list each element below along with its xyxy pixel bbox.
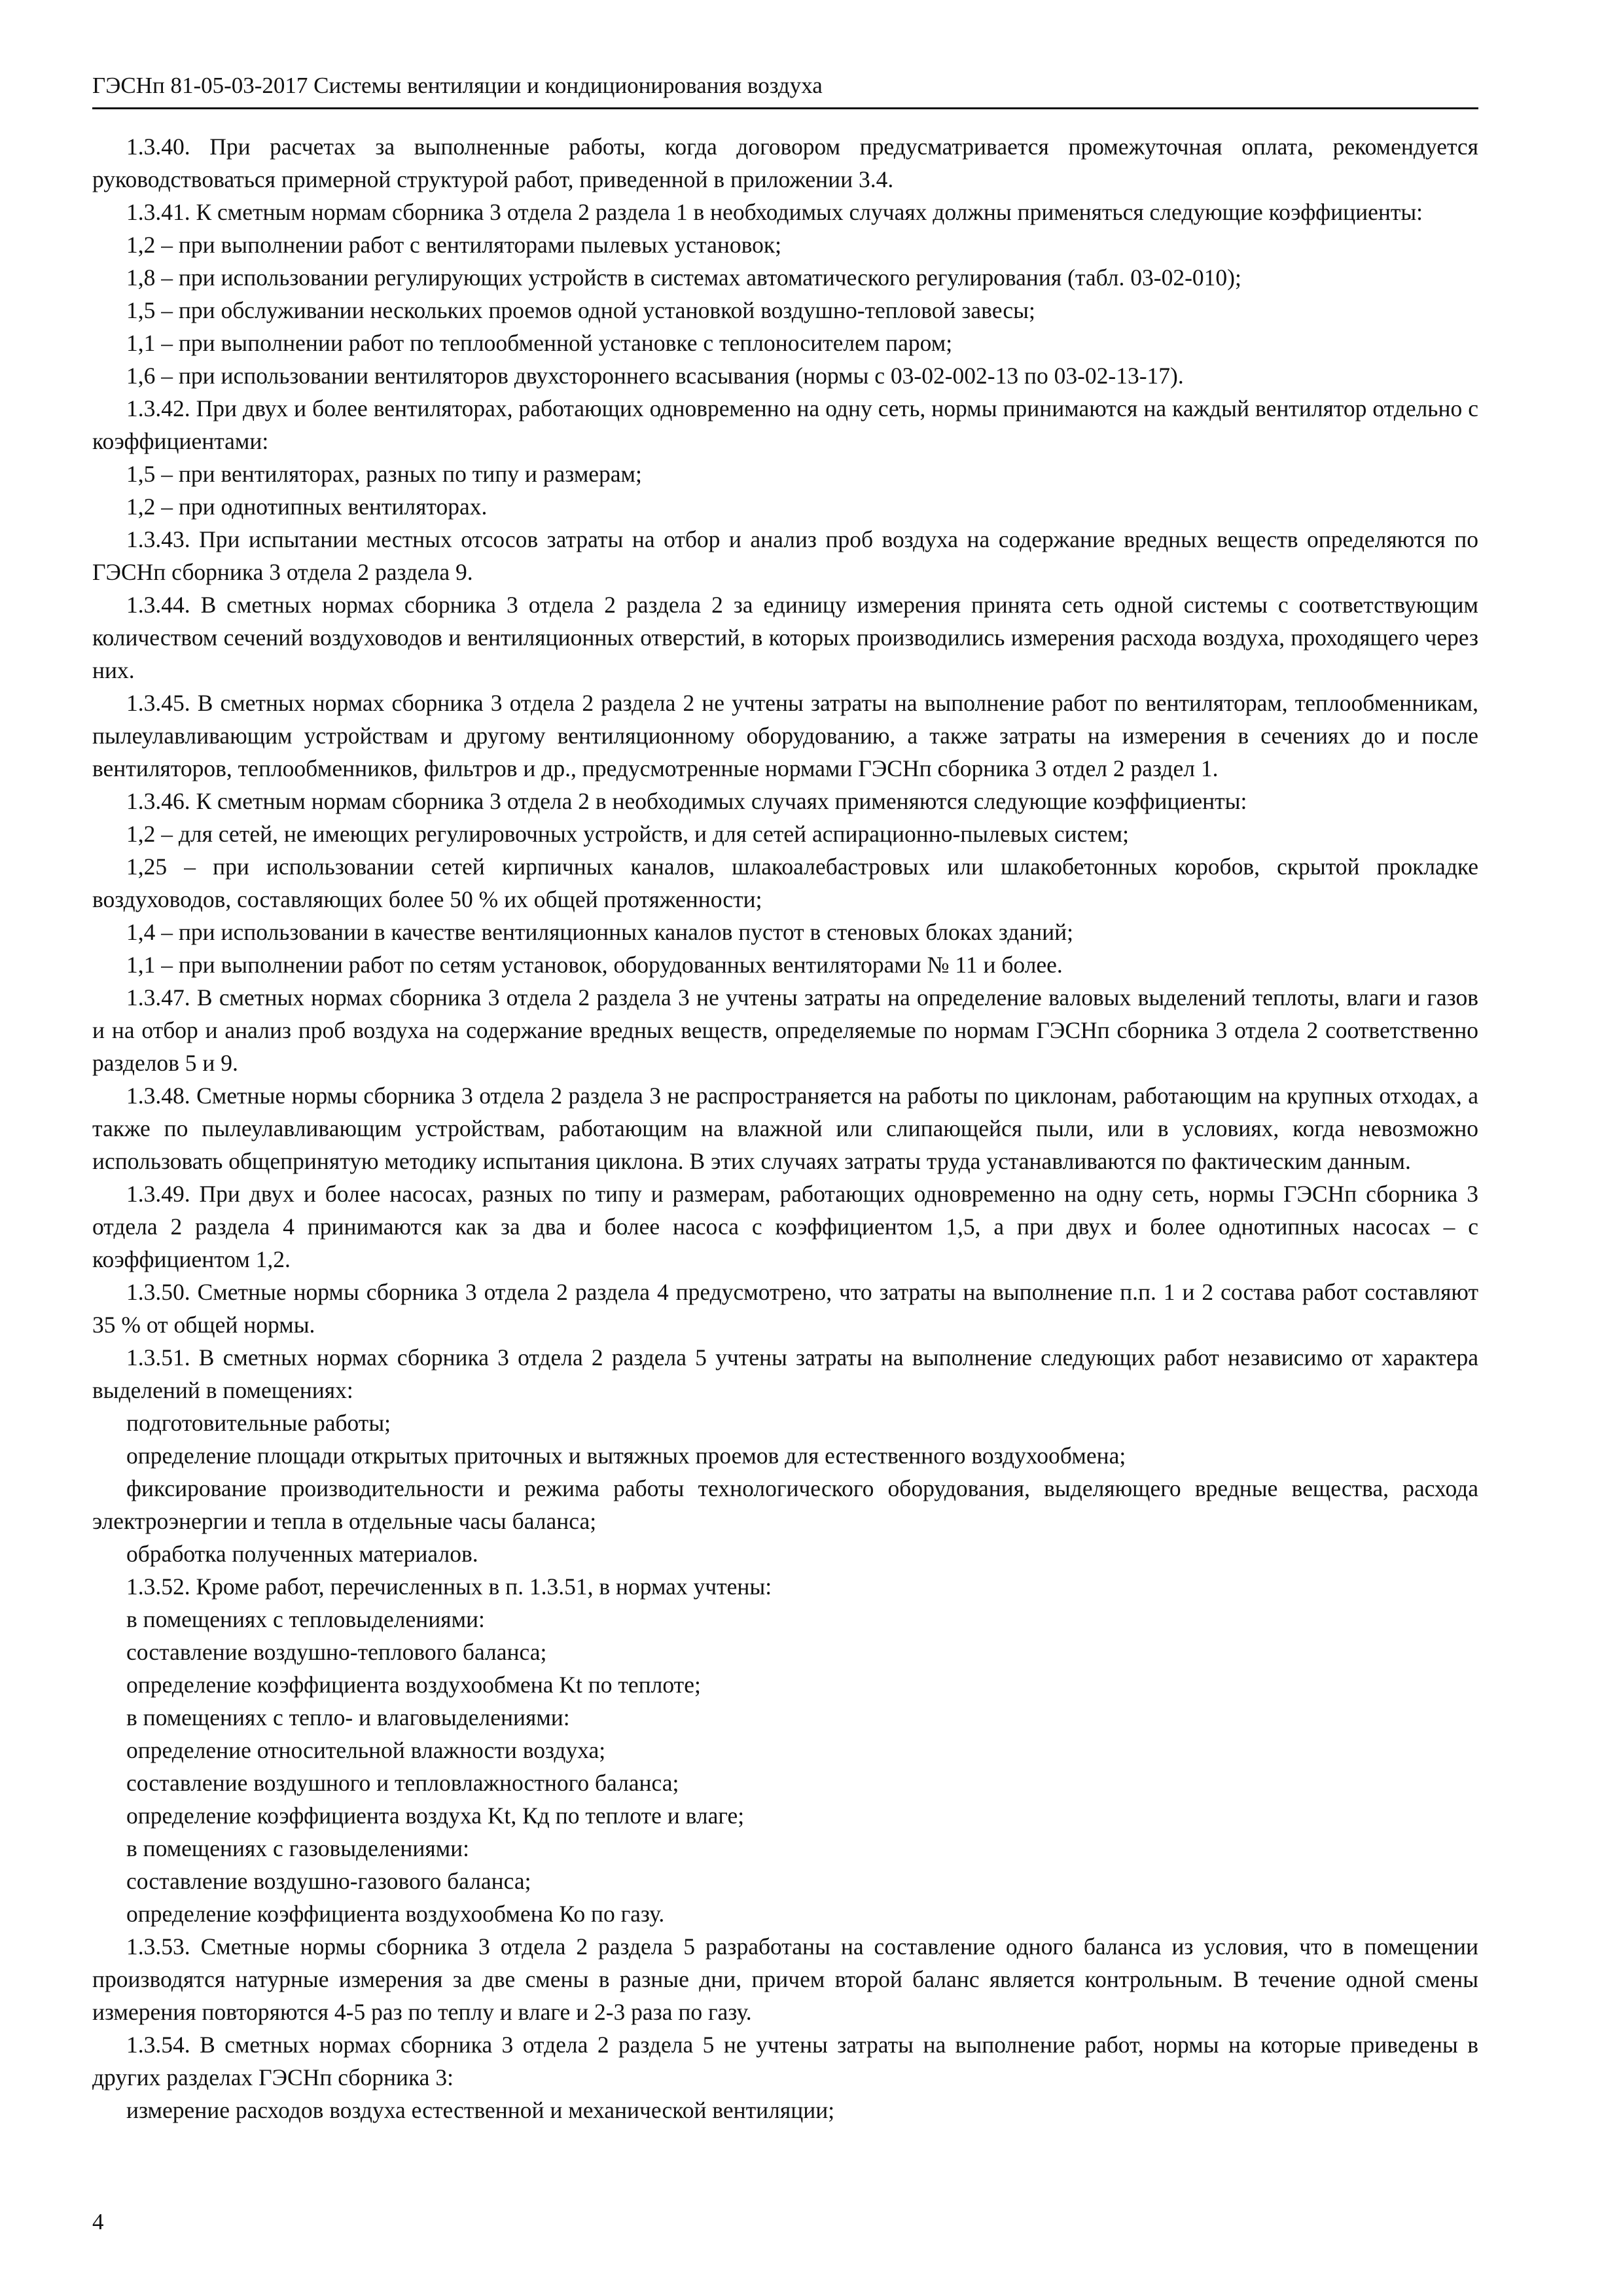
paragraph: 1.3.54. В сметных нормах сборника 3 отдела 2 раздела 5 не учтены затраты на выполнение работ, нормы на которые приведены в других разделах ГЭСНп сборника 3: <box>92 2032 1478 2090</box>
list-item: в помещениях с тепло- и влаговыделениями: <box>126 1704 570 1731</box>
paragraph: 1.3.53. Сметные нормы сборника 3 отдела 2 раздела 5 разработаны на составление одного баланса из условия, что в помещении производятся натурные измерения за две смены в разные дни, причем второй баланс является контрольным. В течение одной смены измерения повторяются 4-5 раз по теплу и влаге и 2-3 раза по газу. <box>92 1933 1478 2025</box>
list-item: составление воздушно-теплового баланса; <box>126 1639 547 1665</box>
list-item: в помещениях с газовыделениями: <box>126 1835 470 1861</box>
list-item: подготовительные работы; <box>126 1410 391 1436</box>
list-item: 1,2 – для сетей, не имеющих регулировочных устройств, и для сетей аспирационно-пылевых систем; <box>126 821 1129 847</box>
list-item: 1,1 – при выполнении работ по теплообменной установке с теплоносителем паром; <box>126 330 953 356</box>
paragraph: 1.3.44. В сметных нормах сборника 3 отдела 2 раздела 2 за единицу измерения принята сеть одной системы с соответствующим количеством сечений воздуховодов и вентиляционных отверстий, в которых производились измерения расхода воздуха, проходящего через них. <box>92 592 1478 683</box>
list-item: 1,1 – при выполнении работ по сетям установок, оборудованных вентиляторами № 11 и более. <box>126 952 1063 978</box>
list-item: составление воздушного и тепловлажностного баланса; <box>126 1770 679 1796</box>
list-item: 1,2 – при однотипных вентиляторах. <box>126 493 488 520</box>
list-item: в помещениях с тепловыделениями: <box>126 1606 485 1632</box>
list-item: определение коэффициента воздуха Kt, Кд по теплоте и влаге; <box>126 1803 745 1829</box>
document-body <box>92 130 1478 2126</box>
list-item: 1,8 – при использовании регулирующих устройств в системах автоматического регулирования (табл. 03-02-010); <box>126 264 1241 291</box>
list-item: обработка полученных материалов. <box>126 1541 478 1567</box>
list-item: фиксирование производительности и режима работы технологического оборудования, выделяющего вредные вещества, расхода электроэнергии и тепла в отдельные часы баланса; <box>92 1475 1478 1534</box>
paragraph: 1.3.51. В сметных нормах сборника 3 отдела 2 раздела 5 учтены затраты на выполнение следующих работ независимо от характера выделений в помещениях: <box>92 1344 1478 1403</box>
paragraph: 1.3.49. При двух и более насосах, разных по типу и размерам, работающих одновременно на одну сеть, нормы ГЭСНп сборника 3 отдела 2 раздела 4 принимаются как за два и более насоса с коэффициентом 1,5, а при двух и более однотипных насосах – с коэффициентом 1,2. <box>92 1181 1478 1272</box>
running-header: ГЭСНп 81-05-03-2017 Системы вентиляции и кондиционирования воздуха <box>92 73 823 98</box>
header-rule <box>92 107 1478 109</box>
paragraph: 1.3.43. При испытании местных отсосов затраты на отбор и анализ проб воздуха на содержание вредных веществ определяются по ГЭСНп сборника 3 отдела 2 раздела 9. <box>92 526 1478 585</box>
list-item: определение коэффициента воздухообмена Ко по газу. <box>126 1901 665 1927</box>
paragraph: 1.3.40. При расчетах за выполненные работы, когда договором предусматривается промежуточная оплата, рекомендуется руководствоваться примерной структурой работ, приведенной в приложении 3.4. <box>92 134 1478 192</box>
list-item: 1,5 – при вентиляторах, разных по типу и размерам; <box>126 461 642 487</box>
paragraph: 1.3.48. Сметные нормы сборника 3 отдела 2 раздела 3 не распространяется на работы по циклонам, работающим на крупных отходах, а также по пылеулавливающим устройствам, работающим на влажной или слипающейся пыли, или в условиях, когда невозможно использовать общепринятую методику испытания циклона. В этих случаях затраты труда устанавливаются по фактическим данным. <box>92 1083 1478 1174</box>
list-item: 1,25 – при использовании сетей кирпичных каналов, шлакоалебастровых или шлакобетонных коробов, скрытой прокладке воздуховодов, составляющих более 50 % их общей протяженности; <box>92 853 1478 912</box>
list-item: определение площади открытых приточных и вытяжных проемов для естественного воздухообмена; <box>126 1443 1126 1469</box>
paragraph: 1.3.42. При двух и более вентиляторах, работающих одновременно на одну сеть, нормы принимаются на каждый вентилятор отдельно с коэффициентами: <box>92 395 1478 454</box>
list-item: 1,6 – при использовании вентиляторов двухстороннего всасывания (нормы с 03-02-002-13 по 03-02-13-17). <box>126 363 1184 389</box>
paragraph: 1.3.45. В сметных нормах сборника 3 отдела 2 раздела 2 не учтены затраты на выполнение работ по вентиляторам, теплообменникам, пылеулавливающим устройствам и другому вентиляционному оборудованию, а также затраты на измерения в сечениях до и после вентиляторов, теплообменников, фильтров и др., предусмотренные нормами ГЭСНп сборника 3 отдел 2 раздел 1. <box>92 690 1478 781</box>
list-item: составление воздушно-газового баланса; <box>126 1868 531 1894</box>
list-item: 1,2 – при выполнении работ с вентиляторами пылевых установок; <box>126 232 782 258</box>
paragraph: 1.3.50. Сметные нормы сборника 3 отдела 2 раздела 4 предусмотрено, что затраты на выполнение п.п. 1 и 2 состава работ составляют 35 % от общей нормы. <box>92 1279 1478 1338</box>
list-item: 1,5 – при обслуживании нескольких проемов одной установкой воздушно-тепловой завесы; <box>126 297 1035 323</box>
page-number: 4 <box>92 2209 104 2234</box>
list-item: определение относительной влажности воздуха; <box>126 1737 606 1763</box>
list-item: измерение расходов воздуха естественной и механической вентиляции; <box>126 2097 835 2123</box>
list-item: определение коэффициента воздухообмена Kt по теплоте; <box>126 1672 701 1698</box>
paragraph: 1.3.41. К сметным нормам сборника 3 отдела 2 раздела 1 в необходимых случаях должны применяться следующие коэффициенты: <box>126 199 1423 225</box>
paragraph: 1.3.52. Кроме работ, перечисленных в п. 1.3.51, в нормах учтены: <box>126 1573 772 1600</box>
paragraph: 1.3.47. В сметных нормах сборника 3 отдела 2 раздела 3 не учтены затраты на определение валовых выделений теплоты, влаги и газов и на отбор и анализ проб воздуха на содержание вредных веществ, определяемые по нормам ГЭСНп сборника 3 отдела 2 соответственно разделов 5 и 9. <box>92 984 1478 1076</box>
list-item: 1,4 – при использовании в качестве вентиляционных каналов пустот в стеновых блоках зданий; <box>126 919 1073 945</box>
paragraph: 1.3.46. К сметным нормам сборника 3 отдела 2 в необходимых случаях применяются следующие коэффициенты: <box>126 788 1247 814</box>
